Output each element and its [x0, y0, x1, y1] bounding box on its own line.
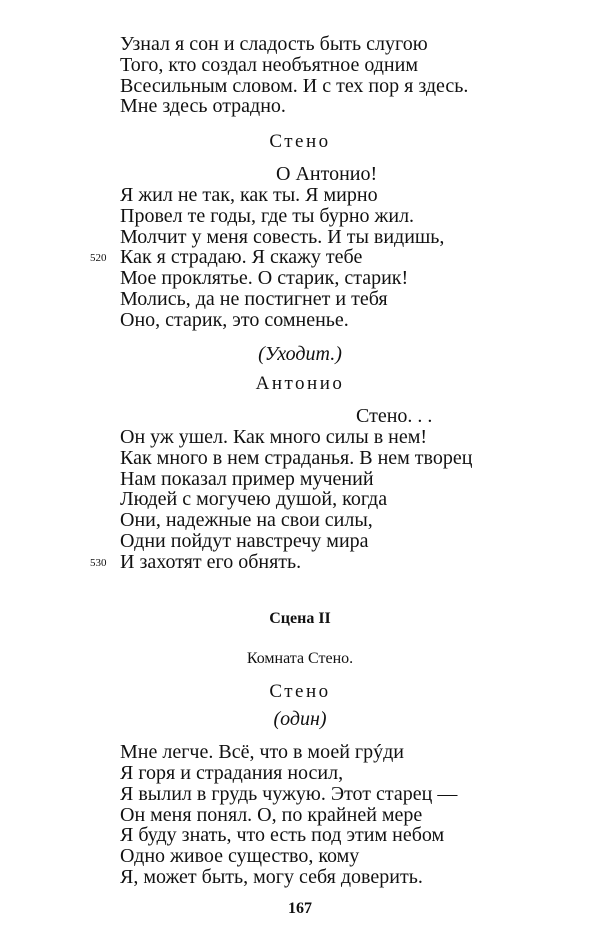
verse-line: Одни пойдут навстречу мира [120, 530, 369, 552]
verse-line: О Антонио! [276, 163, 378, 185]
verse-line: Провел те годы, где ты бурно жил. [120, 205, 415, 227]
verse-line: Мое проклятье. О старик, старик! [120, 267, 409, 289]
stage-direction: (один) [273, 708, 327, 730]
verse-line: Всесильным словом. И с тех пор я здесь. [120, 75, 469, 97]
verse-line: Нам показал пример мучений [120, 468, 374, 490]
verse-line: Молчит у меня совесть. И ты видишь, [120, 226, 445, 248]
verse-line: И захотят его обнять. [120, 551, 302, 573]
verse-line: Узнал я сон и сладость быть слугою [120, 33, 428, 55]
verse-line: Мне легче. Всё, что в моей грýди [120, 741, 404, 763]
speaker-name: Антонио [255, 373, 345, 394]
scene-title: Сцена II [269, 610, 331, 627]
verse-line: Того, кто создал необъятное одним [120, 54, 418, 76]
verse-line: Как я страдаю. Я скажу тебе [120, 246, 363, 268]
verse-line: Я жил не так, как ты. Я мирно [120, 184, 378, 206]
page-number: 167 [288, 900, 312, 917]
verse-line: Одно живое существо, кому [120, 845, 360, 867]
verse-line: Он меня понял. О, по крайней мере [120, 804, 423, 826]
verse-line: Мне здесь отрадно. [120, 95, 286, 117]
line-number: 520 [90, 252, 107, 264]
verse-line: Я вылил в грудь чужую. Этот старец — [120, 783, 458, 805]
verse-line: Людей с могучею душой, когда [120, 488, 388, 510]
speaker-name: Стено [269, 681, 331, 702]
verse-line: Я буду знать, что есть под этим небом [120, 824, 445, 846]
line-number: 530 [90, 557, 107, 569]
speaker-name: Стено [269, 131, 331, 152]
verse-line: Молись, да не постигнет и тебя [120, 288, 388, 310]
verse-line: Стено. . . [356, 405, 433, 427]
verse-line: Как много в нем страданья. В нем творец [120, 447, 473, 469]
stage-direction: (Уходит.) [258, 343, 342, 365]
verse-line: Оно, старик, это сомненье. [120, 309, 349, 331]
verse-line: Он уж ушел. Как много силы в нем! [120, 426, 428, 448]
verse-line: Я, может быть, могу себя доверить. [120, 866, 423, 888]
verse-line: Я горя и страдания носил, [120, 762, 344, 784]
verse-line: Они, надежные на свои силы, [120, 509, 373, 531]
scene-description: Комната Стено. [246, 650, 354, 667]
